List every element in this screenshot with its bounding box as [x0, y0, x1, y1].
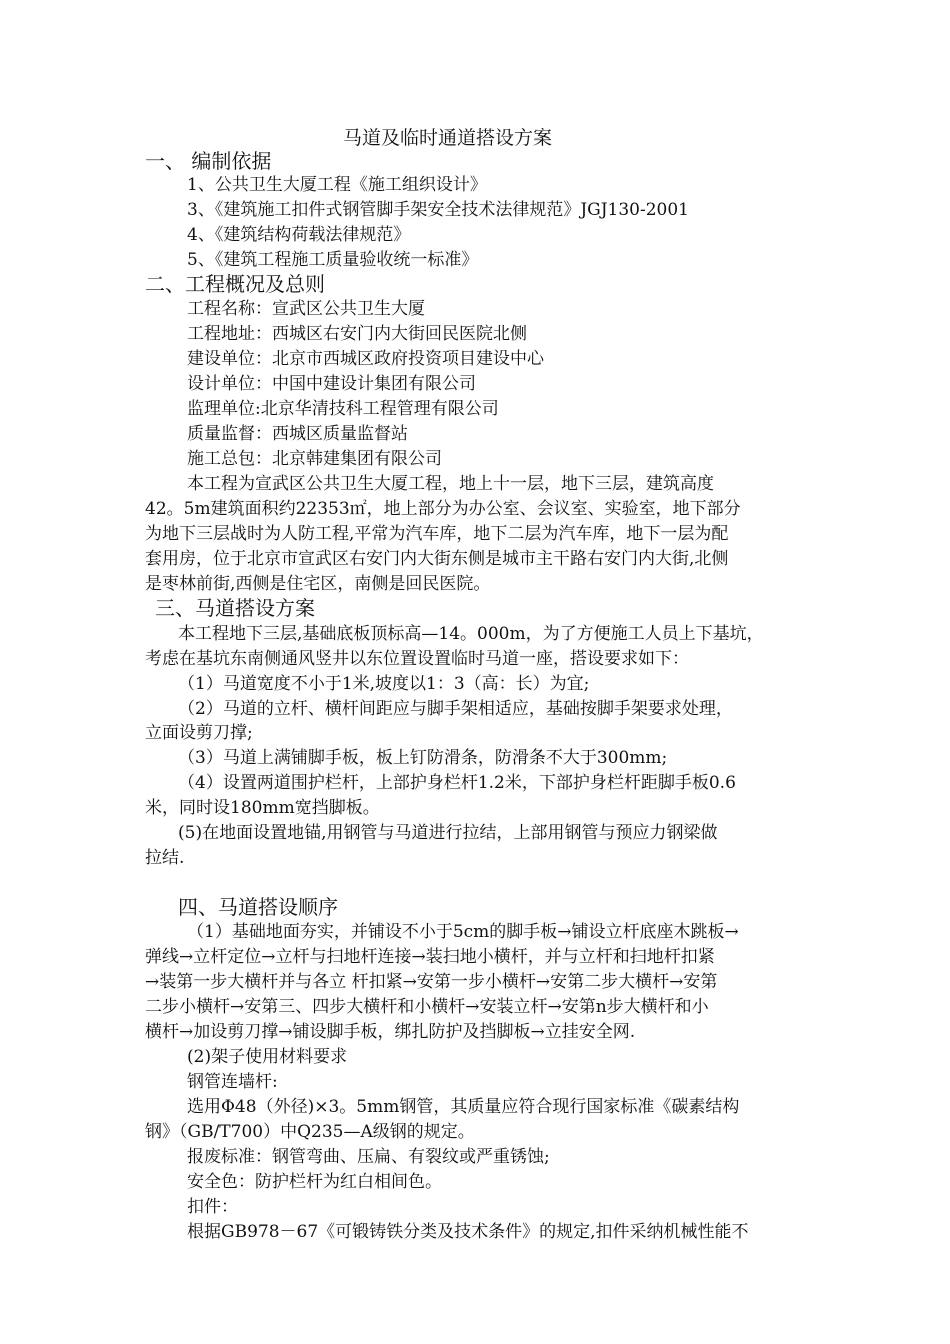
- basis-item: 3、《建筑施工扣件式钢管脚手架安全技术法律规范》JGJ130-2001: [187, 200, 689, 220]
- ramp-plan-line: （2）马道的立杆、横杆间距应与脚手架相适应，基础按脚手架要求处理，: [178, 699, 733, 719]
- project-info-line: 工程地址：西城区右安门内大街回民医院北侧: [187, 324, 527, 344]
- project-info-line: 工程名称：宣武区公共卫生大厦: [187, 299, 425, 319]
- project-info-line: 施工总包：北京韩建集团有限公司: [187, 449, 442, 469]
- basis-item: 5、《建筑工程施工质量验收统一标准》: [187, 250, 479, 270]
- ramp-sequence-line: 横杆→加设剪刀撑→铺设脚手板，绑扎防护及挡脚板→立挂安全网.: [145, 1022, 636, 1042]
- overview-paragraph-line: 本工程为宣武区公共卫生大厦工程，地上十一层，地下三层，建筑高度: [187, 474, 714, 494]
- section-1-heading: 一、 编制依据: [145, 149, 272, 173]
- ramp-sequence-line: →装第一步大横杆并与各立 杆扣紧→安第一步小横杆→安第二步大横杆→安第: [145, 972, 718, 992]
- ramp-plan-line: (5)在地面设置地锚,用钢管与马道进行拉结，上部用钢管与预应力钢梁做: [178, 823, 718, 843]
- section-2-heading: 二、工程概况及总则: [145, 272, 325, 296]
- ramp-sequence-line: 选用Φ48（外径)×3。5mm钢管，其质量应符合现行国家标准《碳素结构: [187, 1097, 740, 1117]
- section-3-heading: 三、马道搭设方案: [155, 596, 315, 620]
- ramp-sequence-line: 钢管连墙杆:: [187, 1072, 278, 1092]
- ramp-plan-line: 本工程地下三层,基础底板顶标高—14。000m，为了方便施工人员上下基坑，: [178, 624, 764, 644]
- ramp-plan-line: （4）设置两道围护栏杆，上部护身栏杆1.2米，下部护身栏杆距脚手板0.6: [178, 773, 736, 793]
- ramp-sequence-line: 弹线→立杆定位→立杆与扫地杆连接→装扫地小横杆，并与立杆和扫地杆扣紧: [145, 947, 715, 967]
- ramp-plan-line: 米，同时设180mm宽挡脚板。: [145, 798, 380, 818]
- document-title: 马道及临时通道搭设方案: [343, 127, 553, 149]
- ramp-plan-line: 拉结.: [145, 848, 185, 868]
- ramp-sequence-line: 钢》（GB/T700）中Q235—A级钢的规定。: [145, 1122, 475, 1142]
- ramp-sequence-line: 根据GB978－67《可锻铸铁分类及技术条件》的规定,扣件采纳机械性能不: [187, 1222, 749, 1242]
- ramp-sequence-line: (2)架子使用材料要求: [187, 1047, 348, 1067]
- overview-paragraph-line: 套用房，位于北京市宣武区右安门内大街东侧是城市主干路右安门内大街,北侧: [145, 549, 729, 569]
- project-info-line: 设计单位：中国中建设计集团有限公司: [187, 374, 476, 394]
- basis-item: 4、《建筑结构荷载法律规范》: [187, 225, 411, 245]
- overview-paragraph-line: 是枣林前街,西侧是住宅区，南侧是回民医院。: [145, 574, 491, 594]
- ramp-sequence-line: 报废标准：钢管弯曲、压扁、有裂纹或严重锈蚀;: [187, 1147, 550, 1167]
- ramp-plan-line: 立面设剪刀撑;: [145, 723, 253, 743]
- ramp-plan-line: （3）马道上满铺脚手板，板上钉防滑条，防滑条不大于300mm;: [178, 748, 668, 768]
- ramp-sequence-line: （1）基础地面夯实，并铺设不小于5cm的脚手板→铺设立杆底座木跳板→: [187, 922, 739, 942]
- ramp-plan-line: （1）马道宽度不小于1米,坡度以1：3（高：长）为宜;: [178, 674, 590, 694]
- overview-paragraph-line: 为地下三层战时为人防工程,平常为汽车库，地下二层为汽车库，地下一层为配: [145, 524, 729, 544]
- overview-paragraph-line: 42。5m建筑面积约22353㎡，地上部分为办公室、会议室、实验室，地下部分: [145, 499, 741, 519]
- basis-item: 1、公共卫生大厦工程《施工组织设计》: [187, 175, 487, 195]
- section-4-heading: 四、马道搭设顺序: [178, 895, 338, 919]
- ramp-sequence-line: 二步小横杆→安第三、四步大横杆和小横杆→安装立杆→安第n步大横杆和小: [145, 997, 709, 1017]
- project-info-line: 质量监督：西城区质量监督站: [187, 424, 408, 444]
- ramp-sequence-line: 安全色：防护栏杆为红白相间色。: [187, 1172, 442, 1192]
- ramp-plan-line: 考虑在基坑东南侧通风竖井以东位置设置临时马道一座，搭设要求如下：: [145, 649, 689, 669]
- ramp-sequence-line: 扣件：: [187, 1197, 238, 1217]
- project-info-line: 建设单位：北京市西城区政府投资项目建设中心: [187, 349, 544, 369]
- project-info-line: 监理单位:北京华清技科工程管理有限公司: [187, 399, 499, 419]
